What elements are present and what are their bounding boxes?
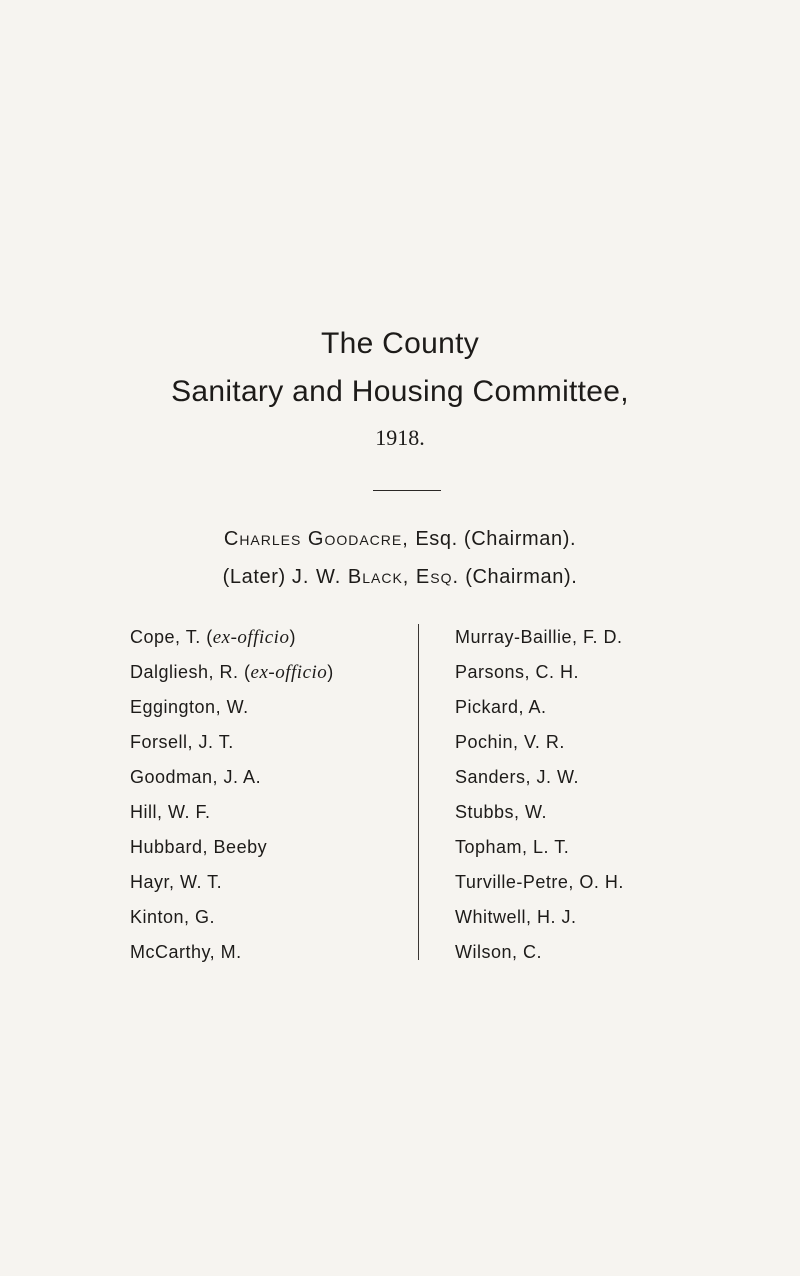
list-item: Wilson, C. bbox=[455, 942, 543, 962]
list-item: Pochin, V. R. bbox=[455, 732, 565, 752]
members-left-column bbox=[130, 620, 334, 970]
chairman-title: Esq. (Chairman). bbox=[415, 528, 577, 550]
later-label: (Later) bbox=[222, 566, 292, 588]
list-item: Forsell, J. T. bbox=[130, 732, 234, 752]
list-item: Topham, L. T. bbox=[455, 837, 570, 857]
column-divider bbox=[418, 624, 419, 960]
list-item: Eggington, W. bbox=[130, 697, 249, 717]
list-item: Cope, T. (ex-officio) bbox=[130, 627, 296, 648]
committee-title: Sanitary and Housing Committee, bbox=[171, 375, 629, 408]
later-chairman-line bbox=[0, 564, 800, 590]
list-item: Stubbs, W. bbox=[455, 802, 548, 822]
section-rule bbox=[373, 490, 441, 491]
members-right-column bbox=[455, 620, 624, 970]
later-chairman-title: (Chairman). bbox=[459, 566, 578, 588]
page-title: The County bbox=[320, 327, 480, 360]
list-item: McCarthy, M. bbox=[130, 942, 242, 962]
chairman-name: Charles Goodacre, bbox=[223, 528, 416, 550]
committee-year: 1918. bbox=[375, 425, 425, 450]
list-item: Parsons, C. H. bbox=[455, 662, 580, 682]
later-chairman-name: J. W. Black, Esq. bbox=[291, 566, 460, 588]
list-item: Dalgliesh, R. (ex-officio) bbox=[130, 662, 334, 683]
list-item: Hill, W. F. bbox=[130, 802, 211, 822]
list-item: Whitwell, H. J. bbox=[455, 907, 577, 927]
chairman-line bbox=[0, 526, 800, 552]
list-item: Hayr, W. T. bbox=[130, 872, 223, 892]
list-item: Murray-Baillie, F. D. bbox=[455, 627, 623, 647]
list-item: Kinton, G. bbox=[130, 907, 216, 927]
list-item: Pickard, A. bbox=[455, 697, 547, 717]
list-item: Sanders, J. W. bbox=[455, 767, 580, 787]
list-item: Hubbard, Beeby bbox=[130, 837, 268, 857]
list-item: Turville-Petre, O. H. bbox=[455, 872, 624, 892]
list-item: Goodman, J. A. bbox=[130, 767, 262, 787]
